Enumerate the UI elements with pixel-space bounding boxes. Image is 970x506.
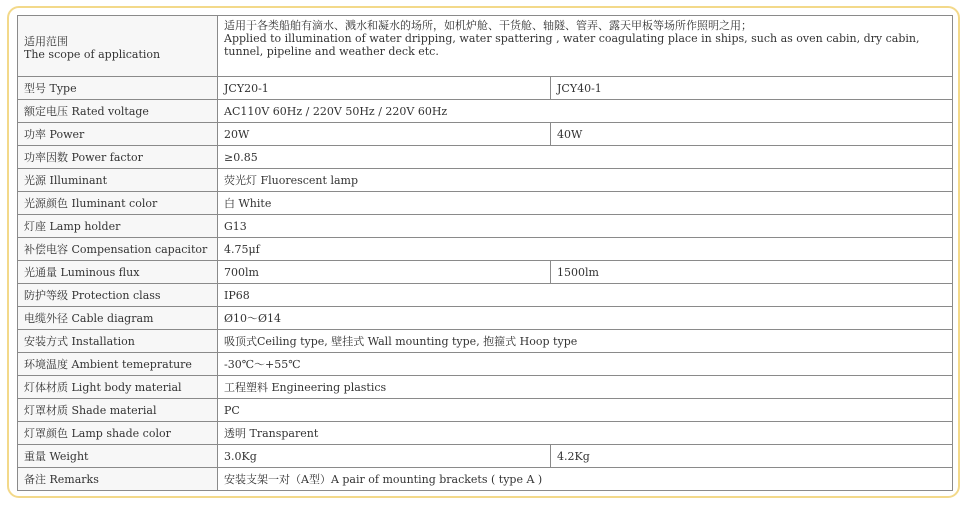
row-label: 光通量 Luminous flux	[18, 261, 218, 284]
table-row-power-factor	[18, 146, 953, 169]
row-label: 光源 Illuminant	[18, 169, 218, 192]
table-row-rated-voltage	[18, 100, 953, 123]
row-label: 型号 Type	[18, 77, 218, 100]
row-label: 电缆外径 Cable diagram	[18, 307, 218, 330]
row-value: IP68	[218, 284, 953, 307]
row-label: 光源颜色 Iluminant color	[18, 192, 218, 215]
row-value: ≥0.85	[218, 146, 953, 169]
table-row-power	[18, 123, 953, 146]
row-label: 补偿电容 Compensation capacitor	[18, 238, 218, 261]
scope-value-en-1: Applied to illumination of water dripping, water spattering , water coagulating place in ships, such as oven cabin, dry cabin,	[224, 32, 920, 45]
table-row-installation	[18, 330, 953, 353]
row-value-model-2: 4.2Kg	[551, 445, 953, 468]
row-value: AC110V 60Hz / 220V 50Hz / 220V 60Hz	[218, 100, 953, 123]
scope-label-cell	[18, 16, 218, 77]
row-label: 灯座 Lamp holder	[18, 215, 218, 238]
row-label: 备注 Remarks	[18, 468, 218, 491]
row-value-model-1: 3.0Kg	[218, 445, 551, 468]
row-value: 吸顶式Ceiling type, 壁挂式 Wall mounting type, 抱箍式 Hoop type	[218, 330, 953, 353]
table-row-compensation-capacitor	[18, 238, 953, 261]
table-row-lamp-shade-color	[18, 422, 953, 445]
scope-value-cn: 适用于各类船舶有滴水、溅水和凝水的场所，如机炉舱、干货舱、轴隧、管弄、露天甲板等场所作照明之用；	[224, 19, 752, 32]
row-label: 灯体材质 Light body material	[18, 376, 218, 399]
row-value: 工程塑料 Engineering plastics	[218, 376, 953, 399]
row-value: Ø10～Ø14	[218, 307, 953, 330]
row-label: 功率因数 Power factor	[18, 146, 218, 169]
scope-label-cn: 适用范围	[24, 34, 68, 48]
table-row-shade-material	[18, 399, 953, 422]
row-value-model-2: 1500lm	[551, 261, 953, 284]
row-value: 4.75μf	[218, 238, 953, 261]
row-value: PC	[218, 399, 953, 422]
table-row-type	[18, 77, 953, 100]
row-label: 灯罩颜色 Lamp shade color	[18, 422, 218, 445]
row-value-model-1: 20W	[218, 123, 551, 146]
table-row-protection-class	[18, 284, 953, 307]
row-value: -30℃～+55℃	[218, 353, 953, 376]
table-row-luminous-flux	[18, 261, 953, 284]
table-row-lamp-holder	[18, 215, 953, 238]
row-value: 白 White	[218, 192, 953, 215]
row-label: 额定电压 Rated voltage	[18, 100, 218, 123]
row-value: 荧光灯 Fluorescent lamp	[218, 169, 953, 192]
table-row-ambient-temperature	[18, 353, 953, 376]
row-value: G13	[218, 215, 953, 238]
row-value-model-2: 40W	[551, 123, 953, 146]
scope-label-en: The scope of application	[24, 47, 161, 61]
table-row-weight	[18, 445, 953, 468]
table-row-illuminant-color	[18, 192, 953, 215]
scope-value-en-2: tunnel, pipeline and weather deck etc.	[224, 45, 439, 58]
row-value: 透明 Transparent	[218, 422, 953, 445]
table-row-cable-diagram	[18, 307, 953, 330]
spec-sheet-frame	[7, 6, 960, 498]
row-label: 安装方式 Installation	[18, 330, 218, 353]
table-row-illuminant	[18, 169, 953, 192]
row-value-model-2: JCY40-1	[551, 77, 953, 100]
row-value: 安装支架一对（A型）A pair of mounting brackets ( type A )	[218, 468, 953, 491]
row-value-model-1: 700lm	[218, 261, 551, 284]
spec-table	[17, 15, 953, 491]
row-label: 重量 Weight	[18, 445, 218, 468]
table-row-scope	[18, 16, 953, 77]
scope-value-cell	[218, 16, 953, 77]
row-label: 功率 Power	[18, 123, 218, 146]
table-row-remarks	[18, 468, 953, 491]
row-label: 环境温度 Ambient temeprature	[18, 353, 218, 376]
table-row-light-body-material	[18, 376, 953, 399]
row-label: 灯罩材质 Shade material	[18, 399, 218, 422]
row-label: 防护等级 Protection class	[18, 284, 218, 307]
row-value-model-1: JCY20-1	[218, 77, 551, 100]
